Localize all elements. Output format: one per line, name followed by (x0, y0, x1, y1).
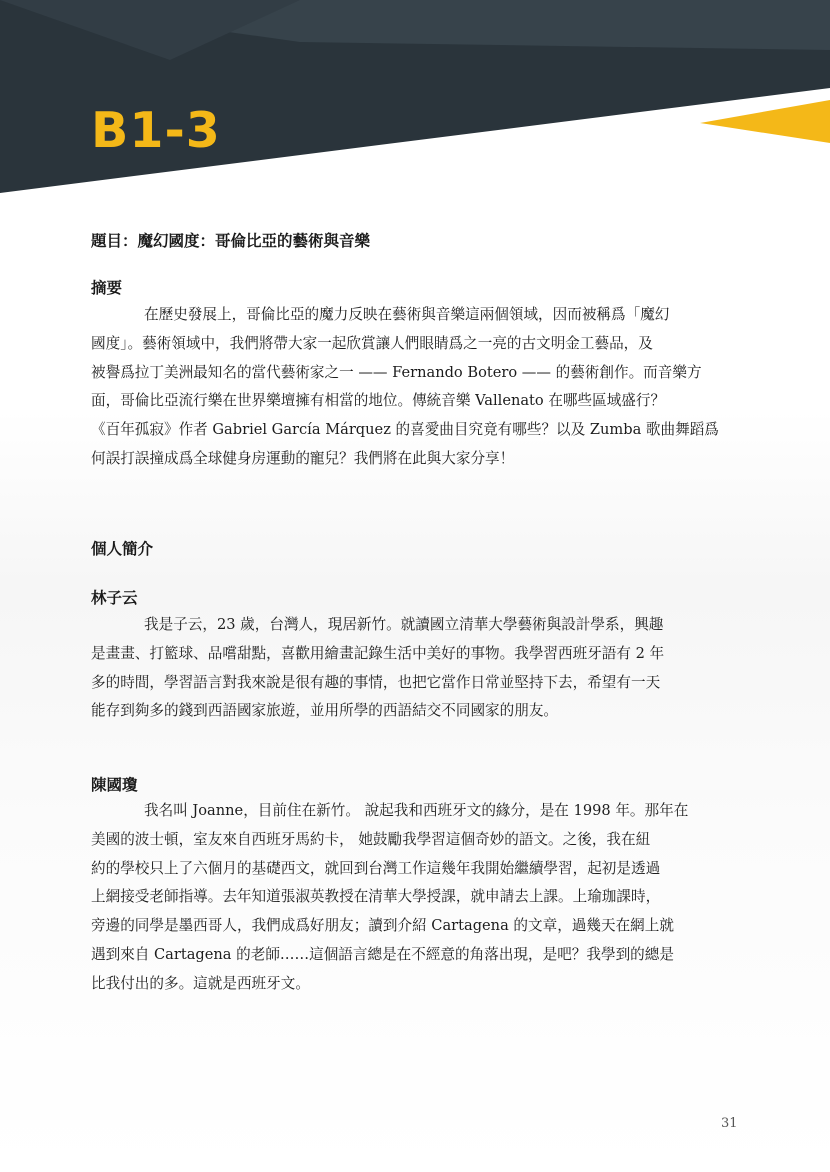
bio-line: 上網接受老師指導。去年知道張淑英教授在清華大學授課，就申請去上課。上瑜珈課時， (91, 888, 661, 906)
page-number: 31 (721, 1116, 738, 1131)
abstract-line: 國度」。藝術領域中，我們將帶大家一起欣賞讓人們眼睛爲之一亮的古文明金工藝品，及 (91, 334, 653, 352)
person-bio-2 (91, 797, 741, 999)
header-banner (0, 0, 830, 200)
person-name-1: 林子云 (91, 589, 138, 607)
person-bio-1 (91, 611, 741, 726)
abstract-line: 《百年孤寂》作者 Gabriel García Márquez 的喜愛曲目究竟有哪些？以及 Zumba 歌曲舞蹈爲 (91, 421, 719, 439)
article-title: 題目：魔幻國度：哥倫比亞的藝術與音樂 (91, 232, 371, 250)
section-code: B1-3 (91, 102, 221, 159)
abstract-line: 被譽爲拉丁美洲最知名的當代藝術家之一 —— Fernando Botero —— 的藝術創作。而音樂方 (91, 363, 702, 381)
person-name-2: 陳國瓊 (91, 776, 138, 794)
bio-line: 美國的波士頓，室友來自西班牙馬約卡， 她鼓勵我學習這個奇妙的語文。之後，我在紐 (91, 830, 651, 848)
abstract-paragraph (91, 301, 741, 474)
profiles-heading: 個人簡介 (91, 540, 154, 558)
bio-line: 旁邊的同學是墨西哥人，我們成爲好朋友；讀到介紹 Cartagena 的文章，過幾天在網上就 (91, 917, 674, 935)
bio-line: 遇到來自 Cartagena 的老師……這個語言總是在不經意的角落出現，是吧？我學到的總是 (91, 945, 674, 963)
bio-line: 約的學校只上了六個月的基礎西文，就回到台灣工作這幾年我開始繼續學習，起初是透過 (91, 859, 661, 877)
bio-line: 比我付出的多。這就是西班牙文。 (91, 974, 310, 992)
abstract-line: 在歷史發展上，哥倫比亞的魔力反映在藝術與音樂這兩個領域，因而被稱爲「魔幻 (144, 306, 670, 323)
abstract-line: 面，哥倫比亞流行樂在世界樂壇擁有相當的地位。傳統音樂 Vallenato 在哪些區域盛行？ (91, 392, 666, 410)
bio-line: 是畫畫、打籃球、品嚐甜點，喜歡用繪畫記錄生活中美好的事物。我學習西班牙語有 2 年 (91, 644, 665, 662)
bio-line: 我是子云，23 歲，台灣人，現居新竹。就讀國立清華大學藝術與設計學系，興趣 (144, 616, 664, 633)
bio-line: 我名叫 Joanne，目前住在新竹。 說起我和西班牙文的緣分，是在 1998 年。那年在 (144, 802, 689, 819)
bio-line: 能存到夠多的錢到西語國家旅遊，並用所學的西語結交不同國家的朋友。 (91, 702, 559, 720)
abstract-line: 何誤打誤撞成爲全球健身房運動的寵兒？我們將在此與大家分享！ (91, 449, 515, 467)
abstract-heading: 摘要 (91, 279, 123, 297)
bio-line: 多的時間，學習語言對我來說是很有趣的事情，也把它當作日常並堅持下去，希望有一天 (91, 673, 661, 691)
